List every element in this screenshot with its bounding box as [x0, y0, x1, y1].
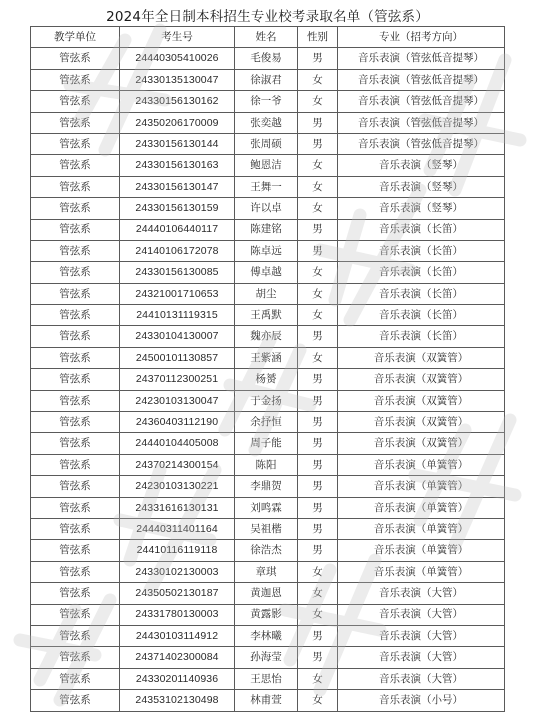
cell-unit: 管弦系: [31, 412, 120, 433]
cell-major: 音乐表演（小号）: [338, 690, 505, 711]
column-header-gender: 性别: [298, 27, 338, 48]
table-header-row: [31, 27, 505, 48]
table-row: [31, 497, 505, 518]
table-row: [31, 412, 505, 433]
cell-exam-id: 24330156130159: [120, 198, 235, 219]
table-row: [31, 625, 505, 646]
cell-unit: 管弦系: [31, 433, 120, 454]
cell-unit: 管弦系: [31, 326, 120, 347]
cell-unit: 管弦系: [31, 390, 120, 411]
cell-major: 音乐表演（管弦低音提琴）: [338, 133, 505, 154]
table-row: [31, 476, 505, 497]
table-row: [31, 48, 505, 69]
cell-major: 音乐表演（长笛）: [338, 283, 505, 304]
table-row: [31, 133, 505, 154]
cell-name: 王舞一: [235, 176, 298, 197]
table-row: [31, 433, 505, 454]
cell-gender: 男: [298, 369, 338, 390]
cell-unit: 管弦系: [31, 262, 120, 283]
cell-gender: 男: [298, 412, 338, 433]
cell-unit: 管弦系: [31, 240, 120, 261]
cell-name: 王紫涵: [235, 347, 298, 368]
cell-unit: 管弦系: [31, 133, 120, 154]
cell-name: 于金扬: [235, 390, 298, 411]
cell-major: 音乐表演（大管）: [338, 668, 505, 689]
cell-name: 鲍恩洁: [235, 155, 298, 176]
cell-name: 魏亦辰: [235, 326, 298, 347]
cell-major: 音乐表演（管弦低音提琴）: [338, 112, 505, 133]
cell-unit: 管弦系: [31, 476, 120, 497]
cell-major: 音乐表演（长笛）: [338, 219, 505, 240]
cell-major: 音乐表演（长笛）: [338, 262, 505, 283]
cell-exam-id: 24330156130147: [120, 176, 235, 197]
cell-unit: 管弦系: [31, 668, 120, 689]
cell-exam-id: 24330156130085: [120, 262, 235, 283]
table-row: [31, 240, 505, 261]
cell-unit: 管弦系: [31, 198, 120, 219]
table-row: [31, 283, 505, 304]
cell-gender: 男: [298, 48, 338, 69]
cell-major: 音乐表演（单簧管）: [338, 540, 505, 561]
cell-major: 音乐表演（大管）: [338, 625, 505, 646]
cell-name: 吴祖楷: [235, 518, 298, 539]
cell-gender: 男: [298, 390, 338, 411]
table-row: [31, 69, 505, 90]
cell-exam-id: 24500101130857: [120, 347, 235, 368]
table-row: [31, 454, 505, 475]
cell-name: 张周硕: [235, 133, 298, 154]
cell-major: 音乐表演（单簧管）: [338, 518, 505, 539]
cell-name: 余抒恒: [235, 412, 298, 433]
cell-name: 黄迦恩: [235, 583, 298, 604]
cell-name: 陈卓远: [235, 240, 298, 261]
cell-major: 音乐表演（竖琴）: [338, 176, 505, 197]
cell-unit: 管弦系: [31, 625, 120, 646]
cell-name: 徐淑君: [235, 69, 298, 90]
cell-gender: 男: [298, 219, 338, 240]
cell-unit: 管弦系: [31, 219, 120, 240]
cell-exam-id: 24410116119118: [120, 540, 235, 561]
cell-major: 音乐表演（长笛）: [338, 326, 505, 347]
cell-name: 徐浩杰: [235, 540, 298, 561]
cell-gender: 男: [298, 476, 338, 497]
cell-gender: 女: [298, 198, 338, 219]
table-body: [31, 48, 505, 711]
cell-exam-id: 24350502130187: [120, 583, 235, 604]
cell-major: 音乐表演（长笛）: [338, 240, 505, 261]
table-row: [31, 518, 505, 539]
cell-exam-id: 24330156130144: [120, 133, 235, 154]
cell-name: 陈建铭: [235, 219, 298, 240]
cell-unit: 管弦系: [31, 69, 120, 90]
cell-gender: 女: [298, 91, 338, 112]
table-row: [31, 198, 505, 219]
cell-gender: 男: [298, 433, 338, 454]
cell-unit: 管弦系: [31, 454, 120, 475]
cell-exam-id: 24330135130047: [120, 69, 235, 90]
cell-gender: 女: [298, 690, 338, 711]
cell-unit: 管弦系: [31, 518, 120, 539]
cell-major: 音乐表演（长笛）: [338, 305, 505, 326]
cell-name: 王禹默: [235, 305, 298, 326]
cell-exam-id: 24370214300154: [120, 454, 235, 475]
cell-unit: 管弦系: [31, 647, 120, 668]
table-row: [31, 540, 505, 561]
cell-gender: 女: [298, 583, 338, 604]
table-row: [31, 604, 505, 625]
cell-major: 音乐表演（单簧管）: [338, 497, 505, 518]
column-header-exam-id: 考生号: [120, 27, 235, 48]
table-row: [31, 176, 505, 197]
cell-unit: 管弦系: [31, 305, 120, 326]
cell-gender: 男: [298, 326, 338, 347]
cell-gender: 女: [298, 604, 338, 625]
cell-unit: 管弦系: [31, 48, 120, 69]
cell-major: 音乐表演（大管）: [338, 604, 505, 625]
cell-gender: 男: [298, 518, 338, 539]
cell-gender: 女: [298, 305, 338, 326]
cell-name: 章琪: [235, 561, 298, 582]
cell-major: 音乐表演（管弦低音提琴）: [338, 69, 505, 90]
table-row: [31, 561, 505, 582]
cell-gender: 女: [298, 176, 338, 197]
cell-major: 音乐表演（双簧管）: [338, 369, 505, 390]
cell-unit: 管弦系: [31, 497, 120, 518]
cell-unit: 管弦系: [31, 690, 120, 711]
column-header-name: 姓名: [235, 27, 298, 48]
column-header-unit: 教学单位: [31, 27, 120, 48]
cell-major: 音乐表演（竖琴）: [338, 155, 505, 176]
cell-gender: 女: [298, 69, 338, 90]
cell-exam-id: 24440305410026: [120, 48, 235, 69]
cell-exam-id: 24330156130163: [120, 155, 235, 176]
cell-exam-id: 24330201140936: [120, 668, 235, 689]
cell-name: 李鼎贺: [235, 476, 298, 497]
cell-name: 张奕越: [235, 112, 298, 133]
cell-unit: 管弦系: [31, 583, 120, 604]
cell-major: 音乐表演（单簧管）: [338, 454, 505, 475]
cell-gender: 男: [298, 540, 338, 561]
cell-major: 音乐表演（大管）: [338, 647, 505, 668]
table-row: [31, 91, 505, 112]
table-row: [31, 155, 505, 176]
cell-major: 音乐表演（双簧管）: [338, 433, 505, 454]
cell-exam-id: 24331780130003: [120, 604, 235, 625]
cell-major: 音乐表演（单簧管）: [338, 561, 505, 582]
cell-name: 陈阳: [235, 454, 298, 475]
cell-exam-id: 24440311401164: [120, 518, 235, 539]
cell-name: 黄露影: [235, 604, 298, 625]
table-row: [31, 347, 505, 368]
cell-exam-id: 24370112300251: [120, 369, 235, 390]
cell-name: 傅卓越: [235, 262, 298, 283]
cell-name: 胡尘: [235, 283, 298, 304]
cell-gender: 女: [298, 561, 338, 582]
cell-name: 刘鸣霖: [235, 497, 298, 518]
cell-gender: 女: [298, 262, 338, 283]
cell-exam-id: 24330104130007: [120, 326, 235, 347]
table-row: [31, 305, 505, 326]
cell-exam-id: 24360403112190: [120, 412, 235, 433]
column-header-major: 专业（招考方向）: [338, 27, 505, 48]
cell-name: 王思怡: [235, 668, 298, 689]
cell-unit: 管弦系: [31, 540, 120, 561]
cell-exam-id: 24140106172078: [120, 240, 235, 261]
cell-name: 徐一爷: [235, 91, 298, 112]
cell-exam-id: 24353102130498: [120, 690, 235, 711]
page-title: 2024年全日制本科招生专业校考录取名单（管弦系）: [106, 9, 429, 25]
cell-unit: 管弦系: [31, 155, 120, 176]
cell-unit: 管弦系: [31, 369, 120, 390]
cell-unit: 管弦系: [31, 112, 120, 133]
cell-unit: 管弦系: [31, 561, 120, 582]
cell-name: 许以卓: [235, 198, 298, 219]
cell-major: 音乐表演（大管）: [338, 583, 505, 604]
cell-exam-id: 24350206170009: [120, 112, 235, 133]
cell-exam-id: 24331616130131: [120, 497, 235, 518]
table-row: [31, 647, 505, 668]
cell-gender: 女: [298, 668, 338, 689]
cell-unit: 管弦系: [31, 347, 120, 368]
cell-gender: 男: [298, 497, 338, 518]
cell-exam-id: 24440106440117: [120, 219, 235, 240]
cell-major: 音乐表演（单簧管）: [338, 476, 505, 497]
table-row: [31, 390, 505, 411]
cell-name: 李林曦: [235, 625, 298, 646]
cell-name: 周子能: [235, 433, 298, 454]
cell-name: 林甫萱: [235, 690, 298, 711]
cell-exam-id: 24440104405008: [120, 433, 235, 454]
table-row: [31, 326, 505, 347]
cell-major: 音乐表演（竖琴）: [338, 198, 505, 219]
cell-major: 音乐表演（双簧管）: [338, 390, 505, 411]
cell-unit: 管弦系: [31, 283, 120, 304]
cell-major: 音乐表演（双簧管）: [338, 412, 505, 433]
cell-exam-id: 24430103114912: [120, 625, 235, 646]
cell-major: 音乐表演（管弦低音提琴）: [338, 91, 505, 112]
cell-exam-id: 24230103130047: [120, 390, 235, 411]
cell-exam-id: 24230103130221: [120, 476, 235, 497]
cell-gender: 男: [298, 133, 338, 154]
cell-exam-id: 24371402300084: [120, 647, 235, 668]
cell-name: 毛俊易: [235, 48, 298, 69]
table-row: [31, 369, 505, 390]
cell-gender: 女: [298, 155, 338, 176]
cell-exam-id: 24410131119315: [120, 305, 235, 326]
cell-gender: 女: [298, 347, 338, 368]
cell-name: 杨赟: [235, 369, 298, 390]
cell-unit: 管弦系: [31, 604, 120, 625]
table-row: [31, 583, 505, 604]
cell-gender: 男: [298, 454, 338, 475]
table-row: [31, 668, 505, 689]
cell-name: 孙海莹: [235, 647, 298, 668]
cell-gender: 男: [298, 647, 338, 668]
table-row: [31, 112, 505, 133]
cell-unit: 管弦系: [31, 91, 120, 112]
cell-unit: 管弦系: [31, 176, 120, 197]
cell-major: 音乐表演（管弦低音提琴）: [338, 48, 505, 69]
cell-major: 音乐表演（双簧管）: [338, 347, 505, 368]
cell-exam-id: 24330102130003: [120, 561, 235, 582]
cell-gender: 女: [298, 283, 338, 304]
table-row: [31, 262, 505, 283]
cell-exam-id: 24330156130162: [120, 91, 235, 112]
cell-gender: 男: [298, 625, 338, 646]
admission-list-table: [30, 26, 505, 712]
cell-gender: 男: [298, 112, 338, 133]
cell-gender: 男: [298, 240, 338, 261]
cell-exam-id: 24321001710653: [120, 283, 235, 304]
table-row: [31, 219, 505, 240]
